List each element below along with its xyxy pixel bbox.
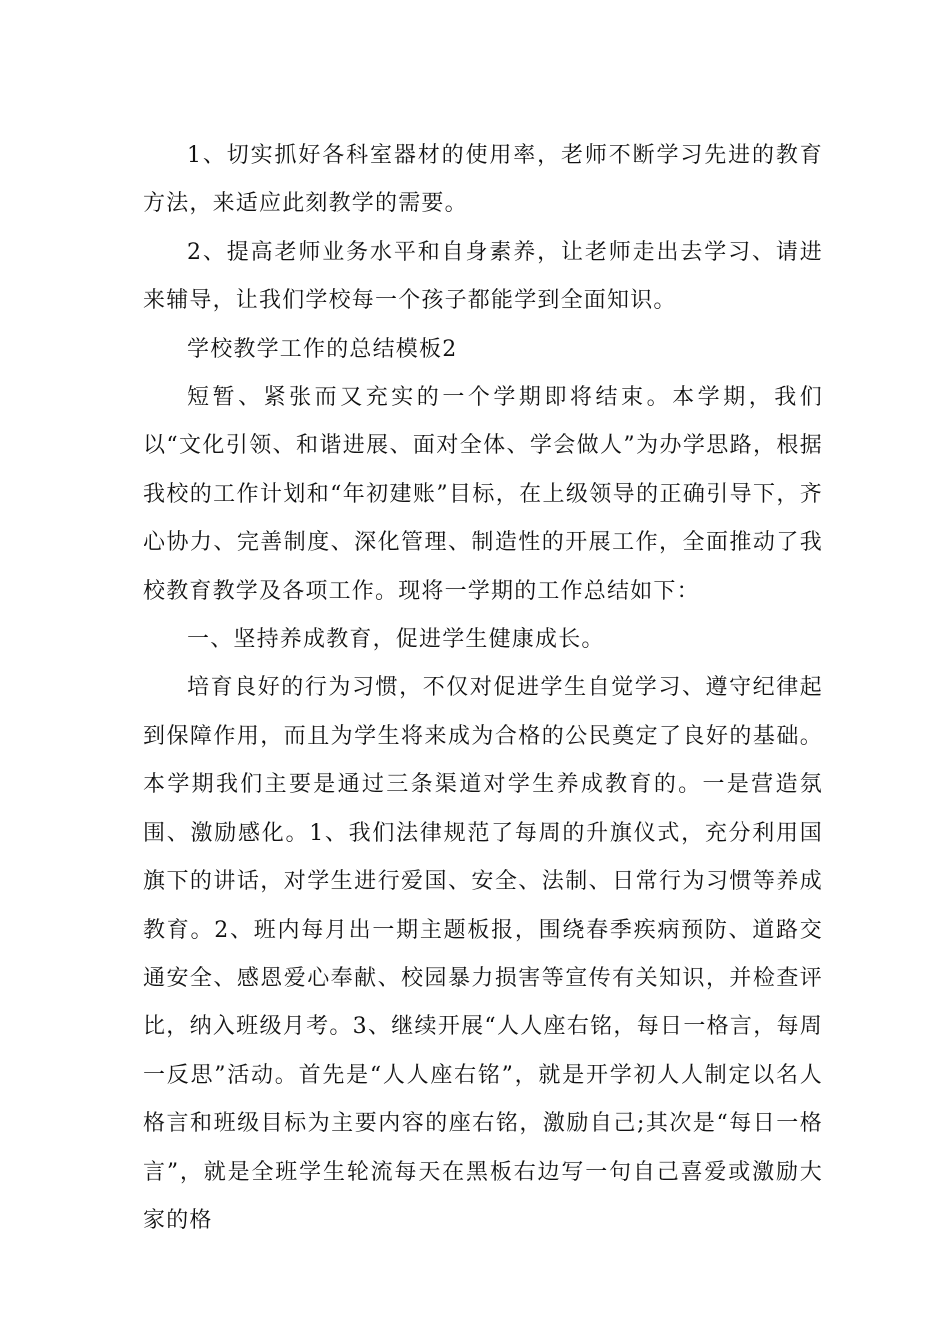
section-heading-1: 一、坚持养成教育，促进学生健康成长。 bbox=[187, 627, 605, 653]
paragraph-item-2: 2、提高老师业务水平和自身素养，让老师走出去学习、请进来辅导，让我们学校每一个孩子都能学到全面知识。 bbox=[143, 239, 823, 314]
section-title: 学校教学工作的总结模板2 bbox=[187, 336, 458, 362]
document-body bbox=[143, 132, 823, 1245]
body-paragraph: 培育良好的行为习惯，不仅对促进学生自觉学习、遵守纪律起到保障作用，而且为学生将来成为合格的公民奠定了良好的基础。本学期我们主要是通过三条渠道对学生养成教育的。一是营造氛围、激励感化。1、我们法律规范了每周的升旗仪式，充分利用国旗下的讲话，对学生进行爱国、安全、法制、日常行为习惯等养成教育。2、班内每月出一期主题板报，围绕春季疾病预防、道路交通安全、感恩爱心奉献、校园暴力损害等宣传有关知识，并检查评比，纳入班级月考。3、继续开展“人人座右铭，每日一格言，每周一反思”活动。首先是“人人座右铭”，就是开学初人人制定以名人格言和班级目标为主要内容的座右铭，激励自己;其次是“每日一格言”，就是全班学生轮流每天在黑板右边写一句自己喜爱或激励大家的格 bbox=[143, 675, 823, 1233]
paragraph-item-1: 1、切实抓好各科室器材的使用率，老师不断学习先进的教育方法，来适应此刻教学的需要。 bbox=[143, 143, 823, 217]
intro-paragraph: 短暂、紧张而又充实的一个学期即将结束。本学期，我们以“文化引领、和谐进展、面对全体、学会做人”为办学思路，根据我校的工作计划和“年初建账”目标，在上级领导的正确引导下，齐心协力、完善制度、深化管理、制造性的开展工作，全面推动了我校教育教学及各项工作。现将一学期的工作总结如下： bbox=[143, 385, 823, 604]
